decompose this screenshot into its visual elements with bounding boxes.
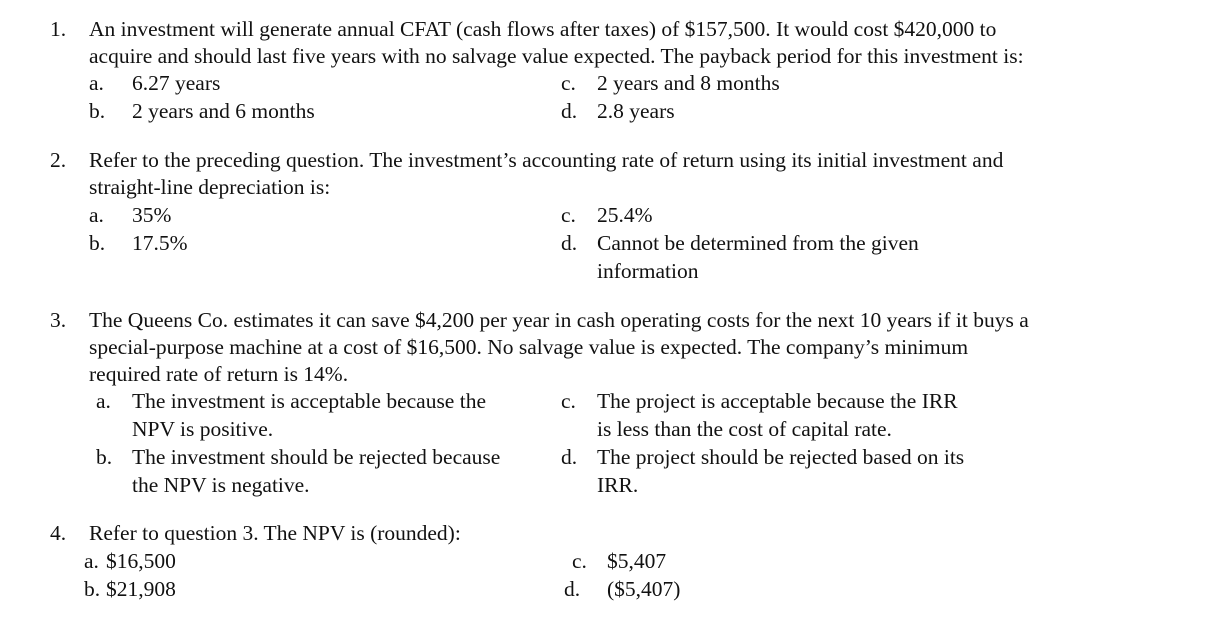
- option-text: 6.27 years: [132, 71, 221, 95]
- option-text: $21,908: [106, 577, 176, 601]
- option-letter: a.: [96, 389, 111, 413]
- question-number: 3.: [50, 308, 67, 332]
- question-text-line: An investment will generate annual CFAT (cash flows after taxes) of $157,500. It would cost $420,000 to: [89, 17, 997, 41]
- option-text: is less than the cost of capital rate.: [597, 417, 892, 441]
- option-text: information: [597, 259, 699, 283]
- option-letter: b.: [84, 577, 101, 601]
- option-letter: c.: [572, 549, 587, 573]
- option-letter: d.: [561, 445, 578, 469]
- question-text-line: Refer to question 3. The NPV is (rounded):: [89, 521, 461, 545]
- question-text-line: straight-line depreciation is:: [89, 175, 331, 199]
- question-text-line: Refer to the preceding question. The investment’s accounting rate of return using its initial investment and: [89, 148, 1004, 172]
- option-letter: b.: [96, 445, 113, 469]
- option-letter: a.: [89, 203, 104, 227]
- option-text: NPV is positive.: [132, 417, 274, 441]
- question-text-line: acquire and should last five years with no salvage value expected. The payback period for this investment is:: [89, 44, 1024, 68]
- question-text-line: special-purpose machine at a cost of $16,500. No salvage value is expected. The company’s minimum: [89, 335, 969, 359]
- question-text-line: required rate of return is 14%.: [89, 362, 349, 386]
- option-letter: a.: [89, 71, 104, 95]
- option-letter: d.: [564, 577, 581, 601]
- option-letter: b.: [89, 99, 106, 123]
- option-letter: a.: [84, 549, 99, 573]
- question-text-line: The Queens Co. estimates it can save $4,200 per year in cash operating costs for the next 10 years if it buys a: [89, 308, 1029, 332]
- question-number: 2.: [50, 148, 67, 172]
- option-letter: c.: [561, 71, 576, 95]
- option-text: ($5,407): [607, 577, 681, 601]
- option-text: $5,407: [607, 549, 667, 573]
- option-text: IRR.: [597, 473, 639, 497]
- question-number: 1.: [50, 17, 67, 41]
- option-text: $16,500: [106, 549, 176, 573]
- option-text: The investment should be rejected because: [132, 445, 501, 469]
- option-letter: d.: [561, 231, 578, 255]
- option-text: 2.8 years: [597, 99, 675, 123]
- option-text: The investment is acceptable because the: [132, 389, 486, 413]
- option-letter: c.: [561, 203, 576, 227]
- option-text: 2 years and 6 months: [132, 99, 315, 123]
- option-letter: c.: [561, 389, 576, 413]
- option-text: the NPV is negative.: [132, 473, 310, 497]
- option-letter: d.: [561, 99, 578, 123]
- option-text: Cannot be determined from the given: [597, 231, 919, 255]
- option-text: 35%: [132, 203, 172, 227]
- option-text: The project is acceptable because the IRR: [597, 389, 958, 413]
- question-number: 4.: [50, 521, 67, 545]
- option-text: 2 years and 8 months: [597, 71, 780, 95]
- option-text: 25.4%: [597, 203, 653, 227]
- option-text: The project should be rejected based on its: [597, 445, 965, 469]
- option-text: 17.5%: [132, 231, 188, 255]
- option-letter: b.: [89, 231, 106, 255]
